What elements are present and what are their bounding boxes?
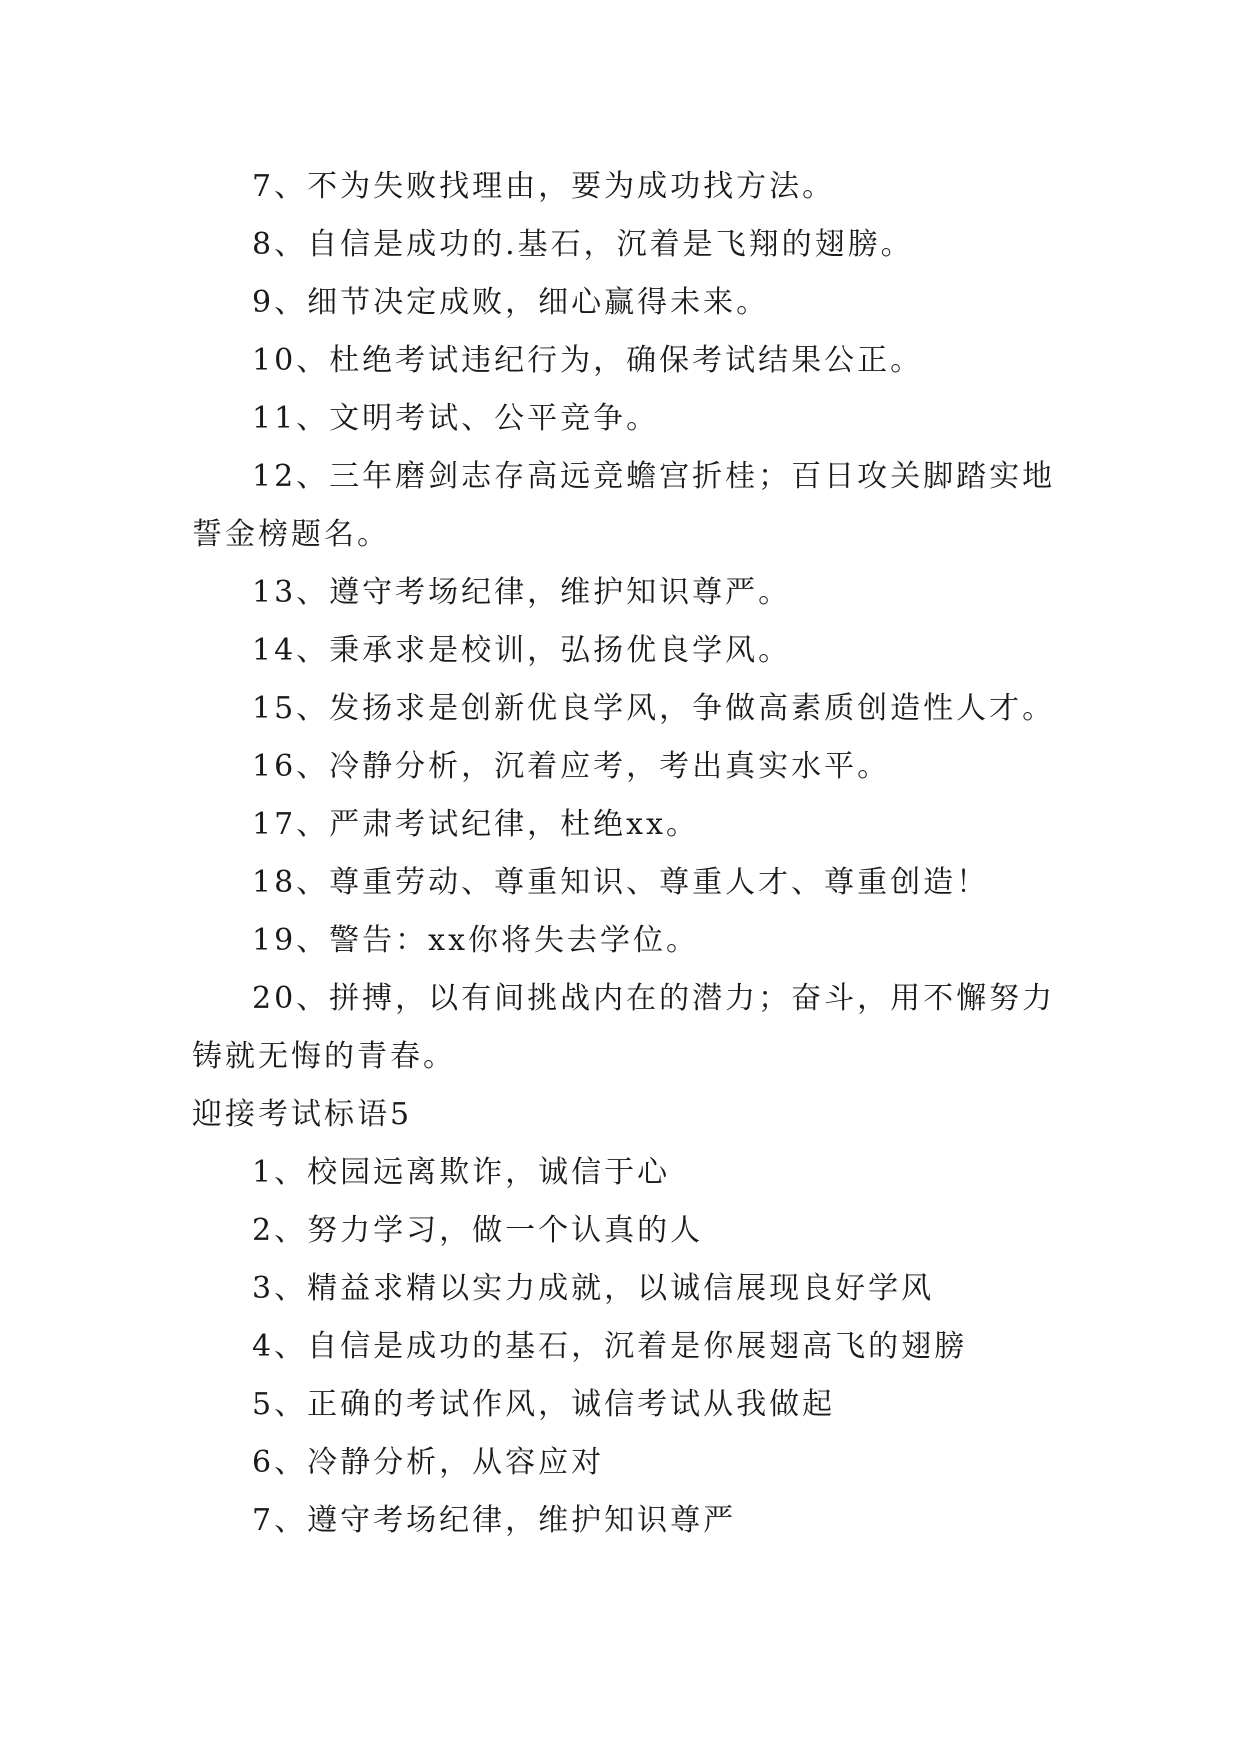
text-line: 8、自信是成功的.基石，沉着是飞翔的翅膀。 (252, 227, 914, 262)
text-line: 19、警告：xx你将失去学位。 (252, 923, 700, 958)
text-line: 11、文明考试、公平竞争。 (252, 401, 660, 436)
text-line: 12、三年磨剑志存高远竞蟾宫折桂；百日攻关脚踏实地 (252, 459, 1056, 494)
text-line: 7、不为失败找理由，要为成功找方法。 (252, 169, 836, 204)
text-line: 3、精益求精以实力成就，以诚信展现良好学风 (252, 1271, 935, 1306)
text-line-continuation: 铸就无悔的青春。 (192, 1039, 456, 1074)
text-line: 20、拼搏，以有间挑战内在的潜力；奋斗，用不懈努力 (252, 981, 1056, 1016)
text-line: 6、冷静分析，从容应对 (252, 1445, 605, 1480)
section-heading: 迎接考试标语5 (192, 1097, 413, 1132)
document-body (192, 158, 1072, 1550)
text-line: 18、尊重劳动、尊重知识、尊重人才、尊重创造！ (252, 865, 990, 900)
text-line: 4、自信是成功的基石，沉着是你展翅高飞的翅膀 (252, 1329, 968, 1364)
text-line: 17、严肃考试纪律，杜绝xx。 (252, 807, 700, 842)
text-line-continuation: 誓金榜题名。 (192, 517, 390, 552)
text-line: 9、细节决定成败，细心赢得未来。 (252, 285, 770, 320)
text-line: 5、正确的考试作风，诚信考试从我做起 (252, 1387, 836, 1422)
text-line: 14、秉承求是校训，弘扬优良学风。 (252, 633, 792, 668)
text-line: 13、遵守考场纪律，维护知识尊严。 (252, 575, 792, 610)
text-line: 15、发扬求是创新优良学风，争做高素质创造性人才。 (252, 691, 1056, 726)
text-line: 2、努力学习，做一个认真的人 (252, 1213, 704, 1248)
text-line: 1、校园远离欺诈，诚信于心 (252, 1155, 671, 1190)
text-line: 10、杜绝考试违纪行为，确保考试结果公正。 (252, 343, 924, 378)
text-line: 7、遵守考场纪律，维护知识尊严 (252, 1503, 737, 1538)
text-line: 16、冷静分析，沉着应考，考出真实水平。 (252, 749, 891, 784)
